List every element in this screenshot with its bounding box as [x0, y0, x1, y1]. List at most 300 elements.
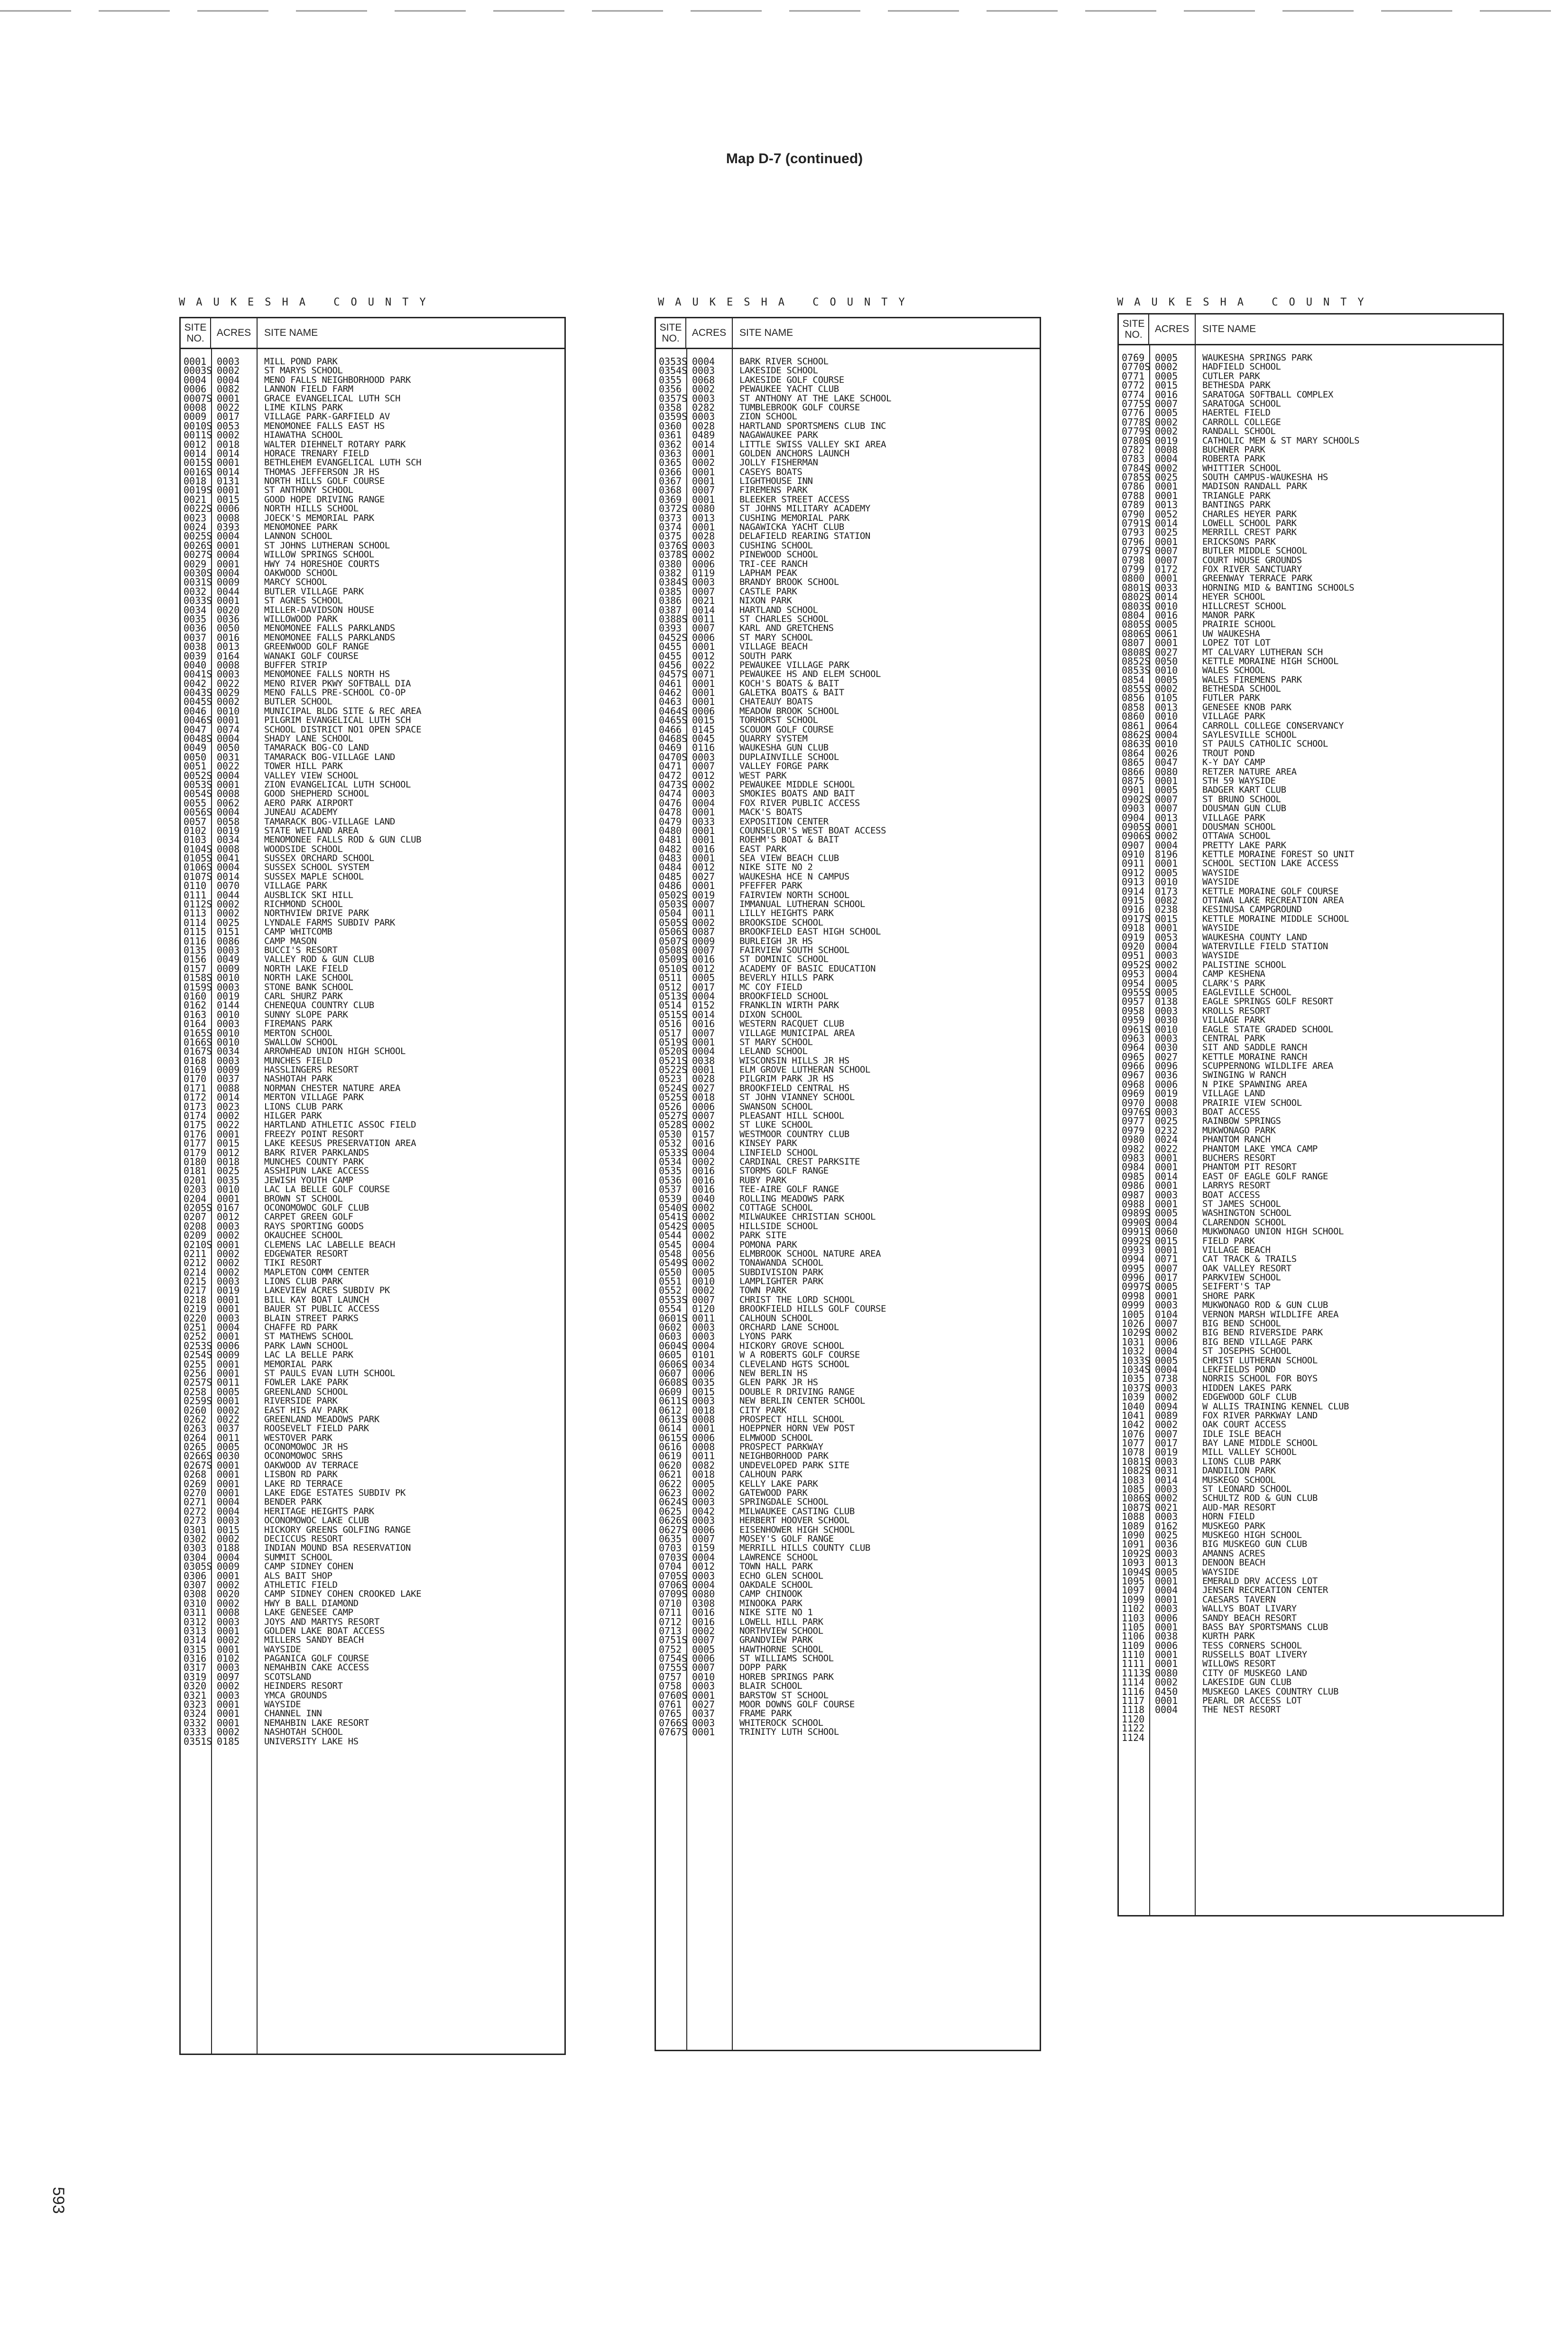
site-name: SCUPPERNONG WILDLIFE AREA — [1202, 1061, 1333, 1072]
acres-value: 0027 — [1155, 646, 1178, 658]
site-name: SCOTSLAND — [264, 1671, 312, 1682]
site-number: 0027S — [184, 549, 212, 561]
site-number: 0605 — [659, 1349, 682, 1361]
site-name: STORMS GOLF RANGE — [739, 1166, 829, 1176]
acres-value: 0005 — [1155, 674, 1178, 685]
site-name: DUPLAINVILLE SCHOOL — [739, 751, 839, 762]
site-name: ST AGNES SCHOOL — [264, 595, 343, 606]
acres-value: 0008 — [1155, 1097, 1178, 1109]
acres-value: 0004 — [692, 1239, 715, 1250]
site-name: LAC LA BELLE GOLF COURSE — [264, 1184, 390, 1195]
site-number: 0771 — [1122, 370, 1145, 382]
site-name: HILGER PARK — [264, 1111, 322, 1121]
site-number: 0264 — [184, 1432, 207, 1444]
site-number: 0624S — [659, 1496, 688, 1508]
site-name: BARK RIVER SCHOOL — [739, 356, 829, 367]
site-number: 1081S — [1122, 1455, 1151, 1467]
site-number: 1097 — [1122, 1584, 1145, 1596]
acres-value: 0003 — [692, 1496, 715, 1508]
site-name: BUFFER STRIP — [264, 659, 327, 670]
site-name: RAYS SPORTING GOODS — [264, 1221, 364, 1231]
site-name: CALHOUN SCHOOL — [739, 1313, 813, 1324]
acres-value: 0004 — [217, 769, 240, 781]
site-name: ECHO GLEN SCHOOL — [739, 1570, 823, 1581]
acres-value: 0002 — [692, 778, 715, 790]
site-name: LIGHTHOUSE INN — [739, 476, 813, 487]
site-name: NIKE SITE NO 1 — [739, 1607, 813, 1618]
acres-value: 0001 — [692, 696, 715, 708]
acres-value: 0014 — [217, 870, 240, 882]
site-name: BRANDY BROOK SCHOOL — [739, 577, 839, 588]
site-number: 0796 — [1122, 536, 1145, 547]
site-name: SUSSEX MAPLE SCHOOL — [264, 871, 364, 882]
site-number: 0307 — [184, 1579, 207, 1591]
acres-value: 0002 — [1155, 1492, 1178, 1504]
site-number: 0115 — [184, 926, 207, 938]
site-number: 0503S — [659, 898, 688, 910]
acres-value: 0005 — [692, 972, 715, 984]
acres-value: 0049 — [217, 953, 240, 965]
acres-value: 0002 — [692, 1119, 715, 1131]
site-name: PEARL DR ACCESS LOT — [1202, 1695, 1302, 1706]
site-number: 0536 — [659, 1174, 682, 1186]
site-number: 0466 — [659, 723, 682, 735]
site-name: PINEWOOD SCHOOL — [739, 549, 818, 560]
site-name: CHANNEL INN — [264, 1708, 322, 1719]
site-name: CUSHING MEMORIAL PARK — [739, 512, 849, 523]
site-number: 0369 — [659, 493, 682, 505]
site-name: KOCH'S BOATS & BAIT — [739, 678, 839, 689]
site-name: DOPP PARK — [739, 1662, 787, 1673]
site-name: SWALLOW SCHOOL — [264, 1037, 338, 1047]
site-number: 0308 — [184, 1588, 207, 1600]
site-name: LELAND SCHOOL — [739, 1046, 808, 1057]
table-header — [1119, 315, 1503, 345]
acres-value: 8196 — [1155, 849, 1178, 861]
site-name: LAWRENCE SCHOOL — [739, 1552, 818, 1563]
acres-value: 0015 — [692, 1386, 715, 1398]
site-name: MERRILL HILLS COUNTY CLUB — [739, 1543, 870, 1554]
site-name: NEW BERLIN CENTER SCHOOL — [739, 1396, 865, 1407]
acres-value: 0015 — [1155, 1235, 1178, 1247]
acres-value: 0014 — [692, 1009, 715, 1020]
site-name: HWY 74 HORESHOE COURTS — [264, 558, 379, 569]
site-number: 0036 — [184, 622, 207, 634]
acres-value: 0016 — [1155, 609, 1178, 621]
site-name: PHANTOM LAKE YMCA CAMP — [1202, 1143, 1318, 1154]
acres-value: 0053 — [1155, 931, 1178, 943]
acres-value: 0014 — [217, 466, 240, 478]
site-number: 0703 — [659, 1542, 682, 1554]
acres-value: 0002 — [217, 1597, 240, 1609]
site-name: UNIVERSITY LAKE HS — [264, 1736, 359, 1747]
acres-value: 0038 — [692, 1055, 715, 1066]
site-name: OAKWOOD SCHOOL — [264, 567, 338, 578]
site-name: MOOR DOWNS GOLF COURSE — [739, 1699, 855, 1710]
site-name: MACK'S BOATS — [739, 807, 802, 818]
site-name: CENTRAL PARK — [1202, 1033, 1265, 1044]
acres-value: 0003 — [1155, 1299, 1178, 1311]
site-number: 0320 — [184, 1680, 207, 1692]
site-name: KETTLE MORAINE RANCH — [1202, 1051, 1307, 1062]
acres-value: 0036 — [217, 613, 240, 625]
site-number: 0709S — [659, 1588, 688, 1600]
acres-value: 0131 — [217, 475, 240, 487]
acres-value: 0003 — [1155, 1483, 1178, 1495]
site-name: GOLDEN LAKE BOAT ACCESS — [264, 1625, 385, 1636]
site-number: 0767S — [659, 1726, 688, 1738]
site-name: EMERALD DRV ACCESS LOT — [1202, 1575, 1318, 1586]
site-number: 0951 — [1122, 950, 1145, 962]
site-name: MANOR PARK — [1202, 610, 1255, 620]
site-name: HAERTEL FIELD — [1202, 407, 1271, 418]
acres-value: 0001 — [1155, 821, 1178, 833]
acres-value: 0005 — [1155, 977, 1178, 989]
site-name: JOECK'S MEMORIAL PARK — [264, 512, 374, 523]
acres-value: 0006 — [692, 1101, 715, 1112]
acres-value: 0022 — [217, 677, 240, 689]
site-number: 0003S — [184, 365, 212, 377]
acres-value: 0003 — [692, 1322, 715, 1333]
site-number: 1029S — [1122, 1327, 1151, 1339]
site-number: 0902S — [1122, 793, 1151, 805]
site-name: PLEASANT HILL SCHOOL — [739, 1111, 844, 1121]
site-name: EAST PARK — [739, 843, 787, 854]
acres-value: 0004 — [217, 567, 240, 579]
site-number: 0986 — [1122, 1180, 1145, 1192]
acres-value: 0013 — [692, 512, 715, 524]
site-name: YMCA GROUNDS — [264, 1690, 327, 1701]
site-number: 0615S — [659, 1432, 688, 1444]
site-name: FIREMENS PARK — [739, 485, 808, 496]
site-name: NORTHVIEW DRIVE PARK — [264, 908, 369, 919]
site-number: 0386 — [659, 595, 682, 607]
site-number: 0211 — [184, 1248, 207, 1259]
acres-value: 0450 — [1155, 1685, 1178, 1697]
site-name: LANNON SCHOOL — [264, 531, 332, 542]
site-number: 0711 — [659, 1607, 682, 1619]
site-number: 0212 — [184, 1257, 207, 1269]
site-number: 0976S — [1122, 1106, 1151, 1118]
site-name: LAKESIDE SCHOOL — [739, 365, 818, 376]
site-name: PROSPECT PARKWAY — [739, 1442, 823, 1453]
acres-value: 0005 — [1155, 784, 1178, 796]
site-number: 0863S — [1122, 738, 1151, 750]
site-number: 0166S — [184, 1036, 212, 1048]
acres-value: 0012 — [217, 1211, 240, 1223]
site-name: FRANKLIN WIRTH PARK — [739, 1000, 839, 1011]
acres-value: 0010 — [692, 1276, 715, 1287]
acres-value: 0014 — [692, 604, 715, 616]
site-number: 1026 — [1122, 1318, 1145, 1330]
site-number: 0113 — [184, 907, 207, 919]
acres-value: 0016 — [692, 1607, 715, 1619]
site-number: 0022S — [184, 503, 212, 515]
acres-value: 0028 — [692, 1073, 715, 1085]
acres-value: 0003 — [217, 1616, 240, 1628]
site-name: TAMARACK BOG-VILLAGE LAND — [264, 816, 395, 827]
acres-value: 0080 — [692, 503, 715, 515]
site-name: LAKE EDGE ESTATES SUBDIV PK — [264, 1488, 406, 1499]
site-name: MENOMONEE FALLS EAST HS — [264, 420, 385, 431]
acres-value: 0010 — [217, 972, 240, 984]
site-name: WAUKESHA GUN CLUB — [739, 742, 829, 753]
acres-value: 0001 — [217, 1294, 240, 1305]
site-name: PILGRIM EVANGELICAL LUTH SCH — [264, 715, 411, 726]
site-name: PARK SITE — [739, 1230, 787, 1241]
site-number: 0042 — [184, 677, 207, 689]
site-name: BLAIN STREET PARKS — [264, 1313, 359, 1324]
acres-value: 0002 — [1155, 830, 1178, 842]
acres-value: 0016 — [1155, 389, 1178, 400]
site-name: PRETTY LAKE PARK — [1202, 840, 1286, 851]
acres-value: 0010 — [692, 1671, 715, 1683]
site-name: FUTLER PARK — [1202, 693, 1260, 703]
site-number: 0033S — [184, 595, 212, 607]
site-name: LAC LA BELLE PARK — [264, 1350, 353, 1361]
site-name: VILLAGE PARK-GARFIELD AV — [264, 411, 390, 422]
site-number: 0360 — [659, 420, 682, 432]
acres-value: 0009 — [217, 1349, 240, 1361]
site-number: 0472 — [659, 769, 682, 781]
site-number: 0540S — [659, 1202, 688, 1213]
site-number: 0313 — [184, 1625, 207, 1637]
site-name: HERITAGE HEIGHTS PARK — [264, 1506, 374, 1517]
acres-value: 0060 — [1155, 1226, 1178, 1238]
acres-value: 0004 — [1155, 1345, 1178, 1357]
site-number: 1089 — [1122, 1520, 1145, 1532]
site-number: 0903 — [1122, 803, 1145, 815]
site-number: 0525S — [659, 1092, 688, 1103]
acres-value: 0019 — [217, 824, 240, 836]
acres-value: 0011 — [692, 907, 715, 919]
site-number: 0253S — [184, 1340, 212, 1351]
acres-value: 0044 — [217, 889, 240, 901]
site-number: 0260 — [184, 1404, 207, 1416]
acres-value: 0019 — [217, 1285, 240, 1296]
site-name: CLEMENS LAC LABELLE BEACH — [264, 1239, 395, 1250]
acres-value: 0007 — [692, 1662, 715, 1674]
site-number: 0004 — [184, 374, 207, 386]
acres-value: 0001 — [692, 447, 715, 459]
acres-value: 0005 — [1155, 370, 1178, 382]
acres-value: 0002 — [692, 457, 715, 469]
site-number: 0808S — [1122, 646, 1151, 658]
site-name: SOUTH PARK — [739, 650, 792, 661]
page-number: 593 — [49, 2187, 67, 2214]
acres-value: 0004 — [692, 1046, 715, 1057]
site-number: 0797S — [1122, 545, 1151, 557]
site-name: N PIKE SPAWNING AREA — [1202, 1079, 1307, 1090]
site-number: 0016S — [184, 466, 212, 478]
acres-value: 0011 — [692, 1312, 715, 1324]
acres-value: 0001 — [217, 1469, 240, 1481]
site-number: 0991S — [1122, 1226, 1151, 1238]
site-name: PHANTOM RANCH — [1202, 1134, 1271, 1145]
site-number: 0159S — [184, 981, 212, 993]
acres-value: 0001 — [692, 466, 715, 478]
site-number: 0919 — [1122, 931, 1145, 943]
acres-value: 0026 — [1155, 747, 1178, 759]
site-number: 0789 — [1122, 499, 1145, 511]
acres-value: 0101 — [692, 1349, 715, 1361]
site-number: 0804 — [1122, 609, 1145, 621]
site-number: 0612 — [659, 1404, 682, 1416]
site-number: 1110 — [1122, 1649, 1145, 1661]
acres-value: 0001 — [217, 1708, 240, 1720]
site-name: CARPET GREEN GOLF — [264, 1212, 353, 1222]
acres-value: 0004 — [217, 374, 240, 386]
site-number: 0031S — [184, 576, 212, 588]
acres-value: 0011 — [692, 613, 715, 625]
acres-value: 0001 — [692, 1064, 715, 1076]
table-header — [181, 318, 564, 349]
site-name: FIREMANS PARK — [264, 1018, 332, 1029]
site-number: 0542S — [659, 1220, 688, 1232]
site-name: BROOKFIELD CENTRAL HS — [739, 1083, 849, 1093]
acres-value: 0002 — [217, 1404, 240, 1416]
site-number: 0704 — [659, 1561, 682, 1573]
acres-value: 0006 — [692, 558, 715, 570]
site-number: 0046 — [184, 705, 207, 717]
acres-value: 0001 — [217, 595, 240, 607]
site-name: CATHOLIC MEM & ST MARY SCHOOLS — [1202, 435, 1360, 446]
site-name: NORTH HILLS GOLF COURSE — [264, 476, 385, 487]
site-name: HOREB SPRINGS PARK — [739, 1671, 834, 1682]
site-name: VERNON MARSH WILDLIFE AREA — [1202, 1309, 1339, 1320]
site-name: GOOD HOPE DRIVING RANGE — [264, 494, 385, 505]
acres-value: 0001 — [692, 1036, 715, 1048]
acres-value: 0001 — [217, 484, 240, 496]
site-name: SHORE PARK — [1202, 1290, 1255, 1301]
site-name: TUMBLEBROOK GOLF COURSE — [739, 402, 860, 413]
site-number: 0504 — [659, 907, 682, 919]
site-name: CASEYS BOATS — [739, 466, 802, 477]
site-number: 0912 — [1122, 867, 1145, 879]
site-number: 0476 — [659, 797, 682, 809]
site-number: 0860 — [1122, 711, 1145, 722]
site-number: 0358 — [659, 401, 682, 413]
acres-value: 0018 — [692, 1092, 715, 1103]
site-name: LIONS CLUB PARK — [264, 1276, 343, 1287]
site-number: 0509S — [659, 953, 688, 965]
site-number: 0171 — [184, 1082, 207, 1094]
site-number: 1092S — [1122, 1547, 1151, 1559]
header-acres: ACRES — [1149, 315, 1196, 344]
site-name: WILLOWOOD PARK — [264, 613, 338, 624]
site-number: 1109 — [1122, 1639, 1145, 1651]
site-name: KETTLE MORAINE FOREST SO UNIT — [1202, 849, 1355, 860]
acres-value: 0022 — [692, 659, 715, 671]
site-name: BROOKFIELD SCHOOL — [739, 990, 829, 1001]
site-name: ZION EVANGELICAL LUTH SCHOOL — [264, 779, 411, 790]
acres-value: 0003 — [217, 1689, 240, 1701]
site-number: 0964 — [1122, 1042, 1145, 1054]
site-name: BUCHERS RESORT — [1202, 1152, 1276, 1163]
site-number: 1083 — [1122, 1474, 1145, 1486]
site-number: 0473S — [659, 778, 688, 790]
site-name: ROLLING MEADOWS PARK — [739, 1193, 844, 1204]
acres-value: 0003 — [692, 1680, 715, 1692]
site-number: 0302 — [184, 1533, 207, 1545]
site-number: 0526 — [659, 1101, 682, 1112]
header-site-no: SITE NO. — [181, 318, 211, 348]
site-name: VILLAGE PARK — [264, 880, 327, 891]
site-number: 0514 — [659, 1000, 682, 1011]
site-number: 1114 — [1122, 1676, 1145, 1688]
site-number: 0164 — [184, 1018, 207, 1030]
header-site-name: SITE NAME — [739, 327, 793, 338]
site-name: SWANSON SCHOOL — [739, 1101, 813, 1112]
site-name: ST MATHEWS SCHOOL — [264, 1331, 353, 1342]
acres-value: 0015 — [692, 714, 715, 726]
acres-value: 0003 — [217, 1018, 240, 1030]
site-number: 0001 — [184, 356, 207, 367]
site-name: SOUTH CAMPUS-WAUKESHA HS — [1202, 472, 1328, 483]
acres-value: 0089 — [1155, 1409, 1178, 1421]
acres-value: 0015 — [1155, 379, 1178, 391]
site-name: ORCHARD LANE SCHOOL — [739, 1322, 839, 1333]
site-name: BETHLEHEM EVANGELICAL LUTH SCH — [264, 457, 422, 468]
acres-value: 0094 — [1155, 1400, 1178, 1412]
acres-value: 0004 — [1155, 1216, 1178, 1228]
site-name: MUKWONAGO PARK — [1202, 1125, 1276, 1136]
acres-value: 0002 — [217, 1680, 240, 1692]
acres-value: 0164 — [217, 650, 240, 662]
acres-value: 0002 — [692, 1625, 715, 1637]
site-number: 0603 — [659, 1331, 682, 1342]
acres-value: 0006 — [1155, 1639, 1178, 1651]
site-name: LIONS CLUB PARK — [1202, 1456, 1281, 1467]
site-number: 0953 — [1122, 968, 1145, 980]
acres-value: 0003 — [692, 539, 715, 551]
site-name: WALLYS BOAT LIVARY — [1202, 1603, 1297, 1614]
site-number: 0038 — [184, 641, 207, 653]
site-name: GATEWOOD PARK — [739, 1488, 808, 1499]
acres-value: 0010 — [217, 705, 240, 717]
acres-value: 0002 — [217, 1726, 240, 1738]
acres-value: 0034 — [217, 834, 240, 846]
site-number: 0770S — [1122, 361, 1151, 373]
site-number: 0040 — [184, 659, 207, 671]
site-name: VILLAGE PARK — [1202, 711, 1265, 722]
site-name: ATHLETIC FIELD — [264, 1579, 338, 1590]
site-number: 0754S — [659, 1653, 688, 1665]
site-name: CARROLL COLLEGE — [1202, 417, 1281, 427]
site-number: 0802S — [1122, 591, 1151, 603]
acres-value: 0009 — [217, 1561, 240, 1573]
site-name: BEVERLY HILLS PARK — [739, 972, 834, 983]
site-number: 1117 — [1122, 1695, 1145, 1707]
acres-value: 0015 — [217, 1524, 240, 1536]
site-number: 0619 — [659, 1450, 682, 1462]
acres-value: 0010 — [1155, 1023, 1178, 1035]
site-number: 0219 — [184, 1303, 207, 1315]
site-number: 0621 — [659, 1469, 682, 1481]
acres-value: 0062 — [217, 797, 240, 809]
site-name: LAKE RD TERRACE — [264, 1478, 343, 1489]
site-number: 0989S — [1122, 1207, 1151, 1219]
site-number: 0911 — [1122, 858, 1145, 870]
site-number: 0968 — [1122, 1078, 1145, 1090]
site-number: 0006 — [184, 383, 207, 395]
site-name: KROLLS RESORT — [1202, 1005, 1271, 1016]
site-name: TAMARACK BOG-VILLAGE LAND — [264, 751, 395, 762]
site-name: COTTAGE SCHOOL — [739, 1202, 813, 1213]
site-name: SCHOOL DISTRICT NO1 OPEN SPACE — [264, 724, 422, 735]
site-name: OTTAWA SCHOOL — [1202, 831, 1271, 842]
site-name: MENO FALLS NEIGHBORHOOD PARK — [264, 374, 411, 385]
